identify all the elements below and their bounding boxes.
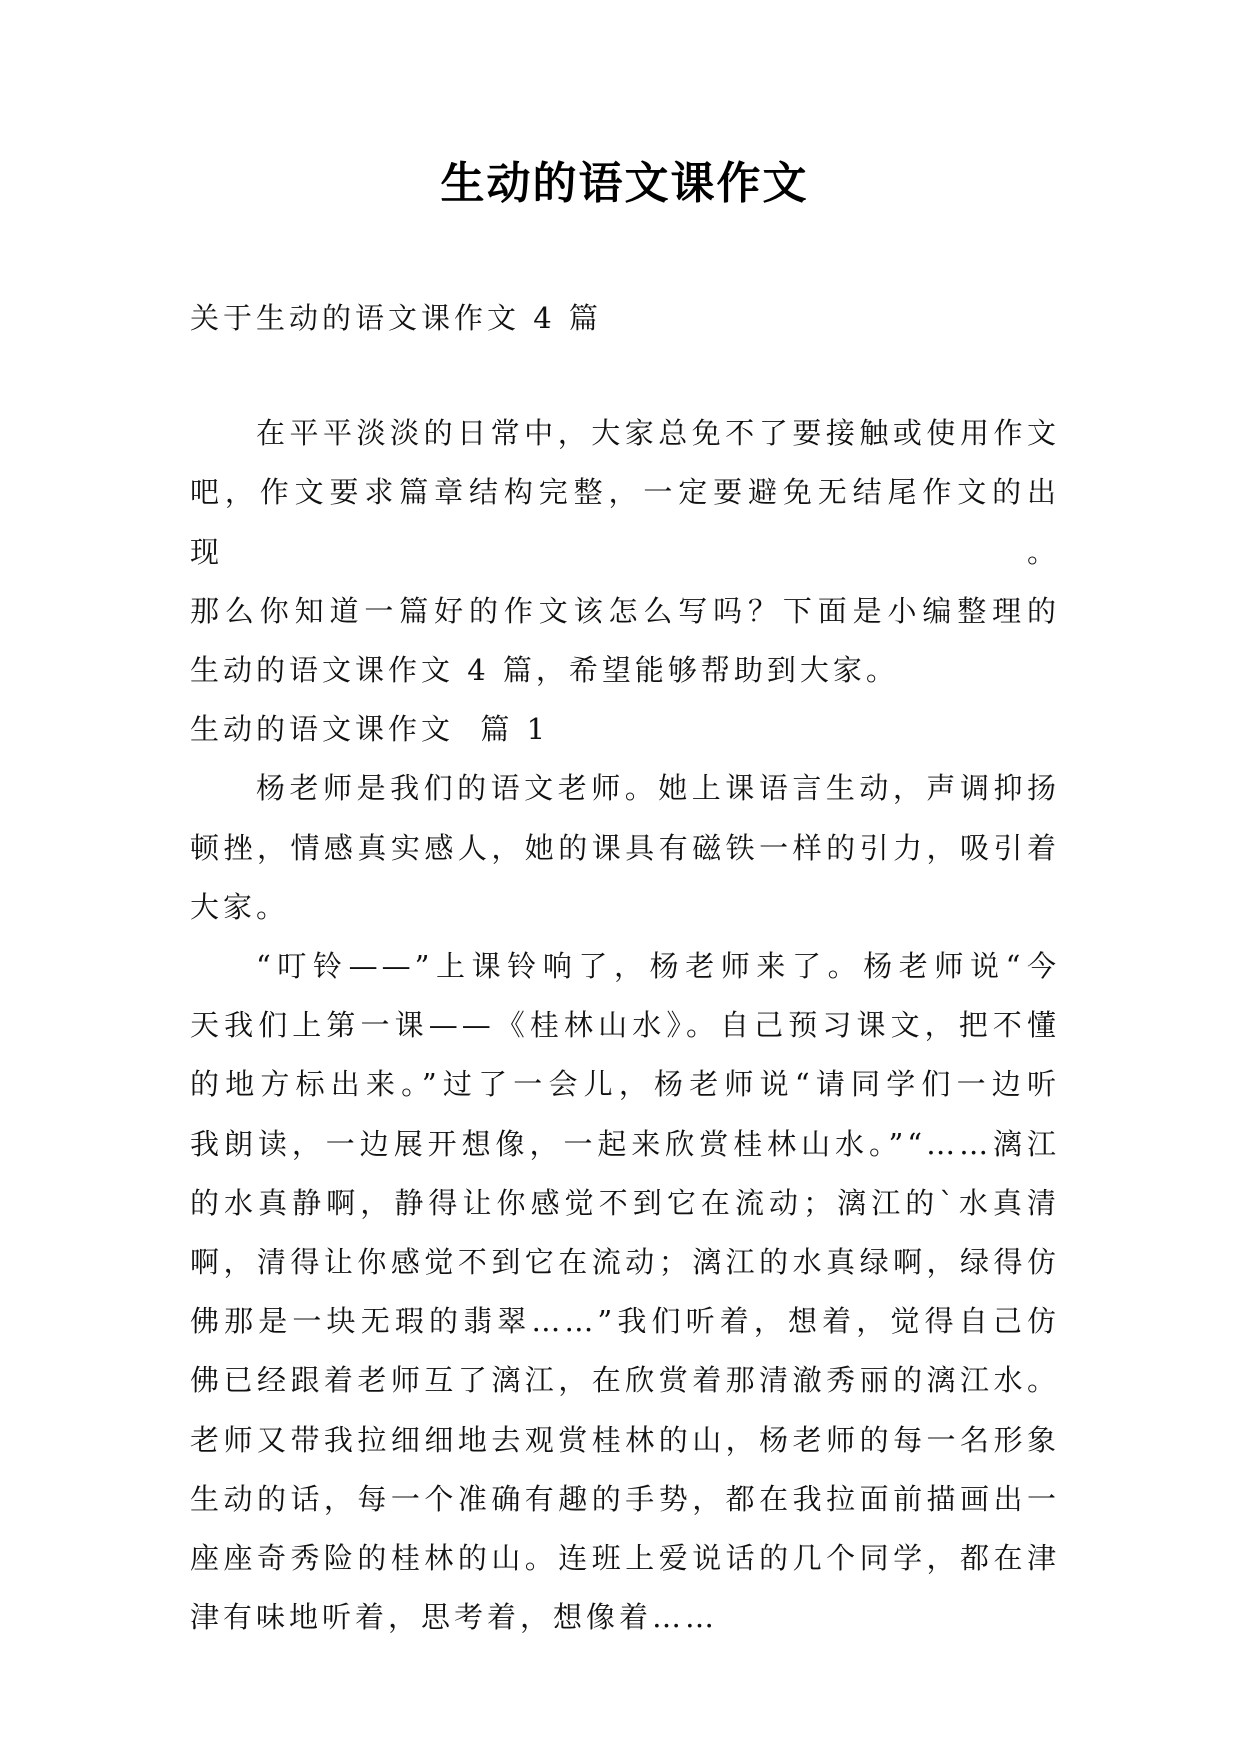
paragraph-line: 天我们上第一课——《桂林山水》。自己预习课文，把不懂: [190, 1008, 1060, 1043]
paragraph-line: 津有味地听着，思考着，想像着……: [190, 1600, 719, 1635]
paragraph: [190, 759, 1060, 937]
paragraph-line: 老师又带我拉细细地去观赏桂林的山，杨老师的每一名形象: [190, 1422, 1060, 1457]
intro-heading: 关于生动的语文课作文 4 篇: [190, 301, 602, 335]
paragraph-line: 在平平淡淡的日常中，大家总免不了要接触或使用作文: [256, 416, 1060, 451]
paragraph-line: 座座奇秀险的桂林的山。连班上爱说话的几个同学，都在津: [190, 1541, 1060, 1576]
paragraph-line: 杨老师是我们的语文老师。她上课语言生动，声调抑扬: [256, 771, 1060, 806]
paragraph-line: “叮铃——”上课铃响了，杨老师来了。杨老师说“今: [256, 949, 1060, 984]
paragraph-line: 佛那是一块无瑕的翡翠……”我们听着，想着，觉得自己仿: [190, 1304, 1060, 1339]
paragraph-line: 我朗读，一边展开想像，一起来欣赏桂林山水。”“……漓江: [190, 1126, 1060, 1161]
paragraph-line: 啊，清得让你感觉不到它在流动；漓江的水真绿啊，绿得仿: [190, 1245, 1060, 1280]
paragraph-line: 大家。: [190, 889, 290, 924]
paragraph-line: 那么你知道一篇好的作文该怎么写吗？下面是小编整理的: [190, 593, 1060, 628]
paragraph: [190, 937, 1060, 1647]
paragraph-line: 的水真静啊，静得让你感觉不到它在流动；漓江的`水真清: [190, 1185, 1060, 1220]
paragraph-line: 生动的话，每一个准确有趣的手势，都在我拉面前描画出一: [190, 1481, 1060, 1516]
paragraph: [190, 404, 1060, 700]
page-title: 生动的语文课作文: [440, 158, 809, 209]
paragraph-line: 生动的语文课作文 4 篇，希望能够帮助到大家。: [190, 653, 899, 688]
paragraph-line: 佛已经跟着老师互了漓江，在欣赏着那清澈秀丽的漓江水。: [190, 1363, 1060, 1398]
paragraph-line: 吧，作文要求篇章结构完整，一定要避免无结尾作文的出现。: [190, 475, 1060, 569]
paragraph-line: 的地方标出来。”过了一会儿，杨老师说“请同学们一边听: [190, 1067, 1060, 1102]
document-body: [190, 289, 1060, 1647]
section-heading: 生动的语文课作文 篇 1: [190, 712, 550, 747]
paragraph-line: 顿挫，情感真实感人，她的课具有磁铁一样的引力，吸引着: [190, 830, 1060, 865]
